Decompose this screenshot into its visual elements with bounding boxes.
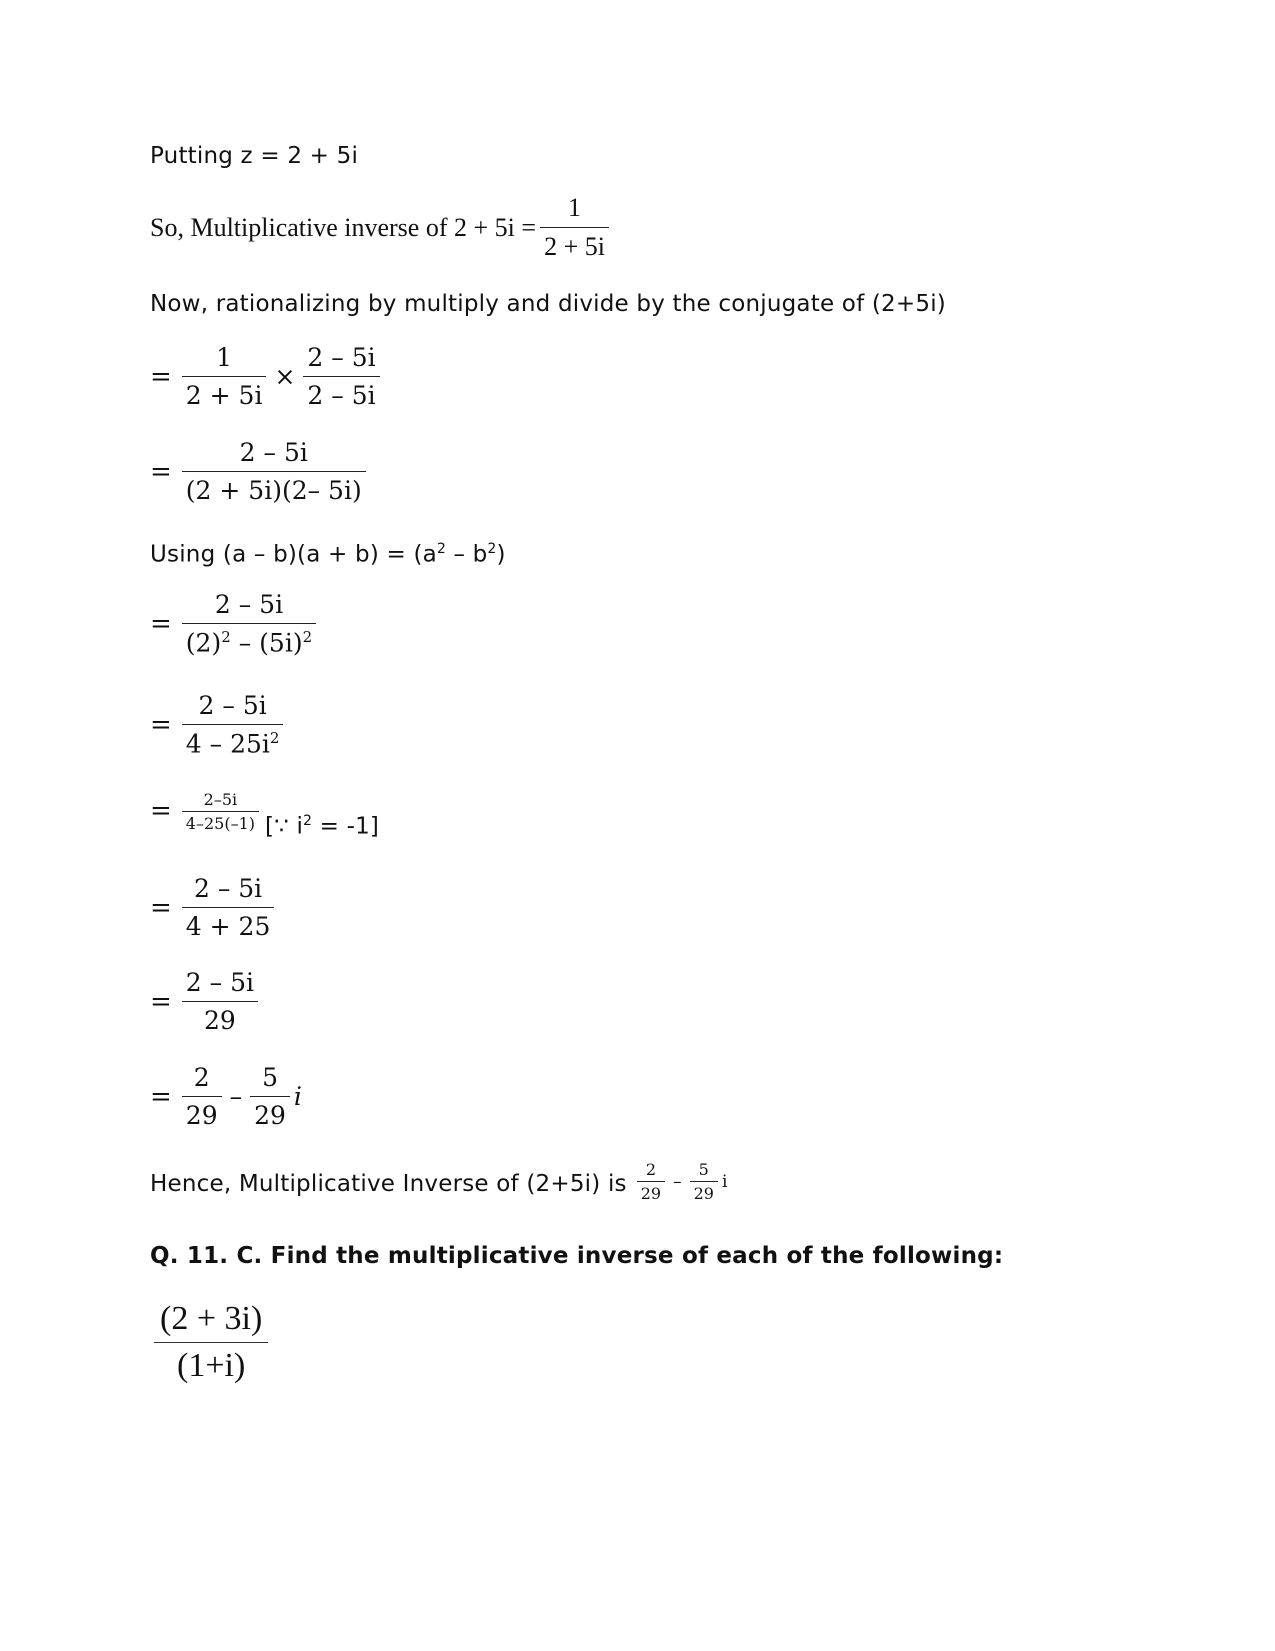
minus-sign: – — [229, 1082, 243, 1111]
equals-sign: = — [150, 361, 172, 392]
hence-text: Hence, Multiplicative Inverse of (2+5i) is — [150, 1171, 627, 1197]
equals-sign: = — [150, 709, 172, 740]
fraction: $\frac{(2 + 3i)}{(1+i)}$ — [154, 1300, 268, 1385]
line-putting — [150, 143, 358, 169]
step-2 — [150, 438, 370, 505]
fraction-small: $\frac{2-5i}{4-25(-1)}$ — [182, 790, 259, 833]
step-4 — [150, 691, 287, 758]
putting-text: Putting z = 2 + 5i — [150, 143, 359, 169]
step-3 — [150, 590, 320, 657]
equals-sign: = — [150, 456, 172, 487]
step-6 — [150, 874, 278, 941]
because-note: [∵ $i^2 = -1$] — [265, 813, 380, 840]
times-sign: × — [274, 362, 296, 391]
fraction: $\frac{2 - 5i}{(2)^2 - (5i)^2}$ — [182, 590, 316, 657]
fraction-1-over-2plus5i: $\frac{1}{2 + 5i}$ — [540, 193, 609, 262]
step-8: = $\frac{2}{29}$ – $\frac{5}{29}$ i — [150, 1063, 302, 1130]
line-using: Using $(a - b)(a + b) = (a^2 - b^2)$ — [150, 541, 506, 568]
question-heading: Q. 11. C. Find the multiplicative inverse of each of the following: — [150, 1243, 1004, 1269]
equals-sign: = — [150, 608, 172, 639]
equals-sign: = — [150, 1081, 172, 1112]
now-text: Now, rationalizing by multiply and divide by the conjugate of (2+5i) — [150, 291, 946, 317]
step-5 — [150, 783, 379, 840]
fraction: $\frac{2 - 5i}{(2 + 5i)(2- 5i)}$ — [182, 438, 366, 505]
equals-sign: = — [150, 986, 172, 1017]
fraction: $\frac{2 - 5i}{2 - 5i}$ — [303, 343, 379, 410]
fraction: $\frac{2 - 5i}{29}$ — [182, 968, 258, 1035]
line-so — [150, 193, 613, 262]
fraction: $\frac{2 - 5i}{4 + 25}$ — [182, 874, 275, 941]
line-hence — [150, 1160, 727, 1203]
step-7 — [150, 968, 262, 1035]
fraction: $\frac{1}{2 + 5i}$ — [182, 343, 267, 410]
hence-result: $\frac{2}{29}$ – $\frac{5}{29}$ i — [633, 1160, 728, 1203]
so-label: So, Multiplicative inverse of 2 + 5i = — [150, 212, 537, 242]
fraction: $\frac{2 - 5i}{4 - 25i^2}$ — [182, 691, 284, 758]
line-now — [150, 291, 946, 317]
step-1 — [150, 343, 384, 410]
fraction: $\frac{5}{29}$ — [250, 1063, 290, 1130]
fraction: $\frac{2}{29}$ — [182, 1063, 222, 1130]
equals-sign: = — [150, 892, 172, 923]
question-expression — [150, 1300, 272, 1385]
equals-sign: = — [150, 796, 172, 827]
